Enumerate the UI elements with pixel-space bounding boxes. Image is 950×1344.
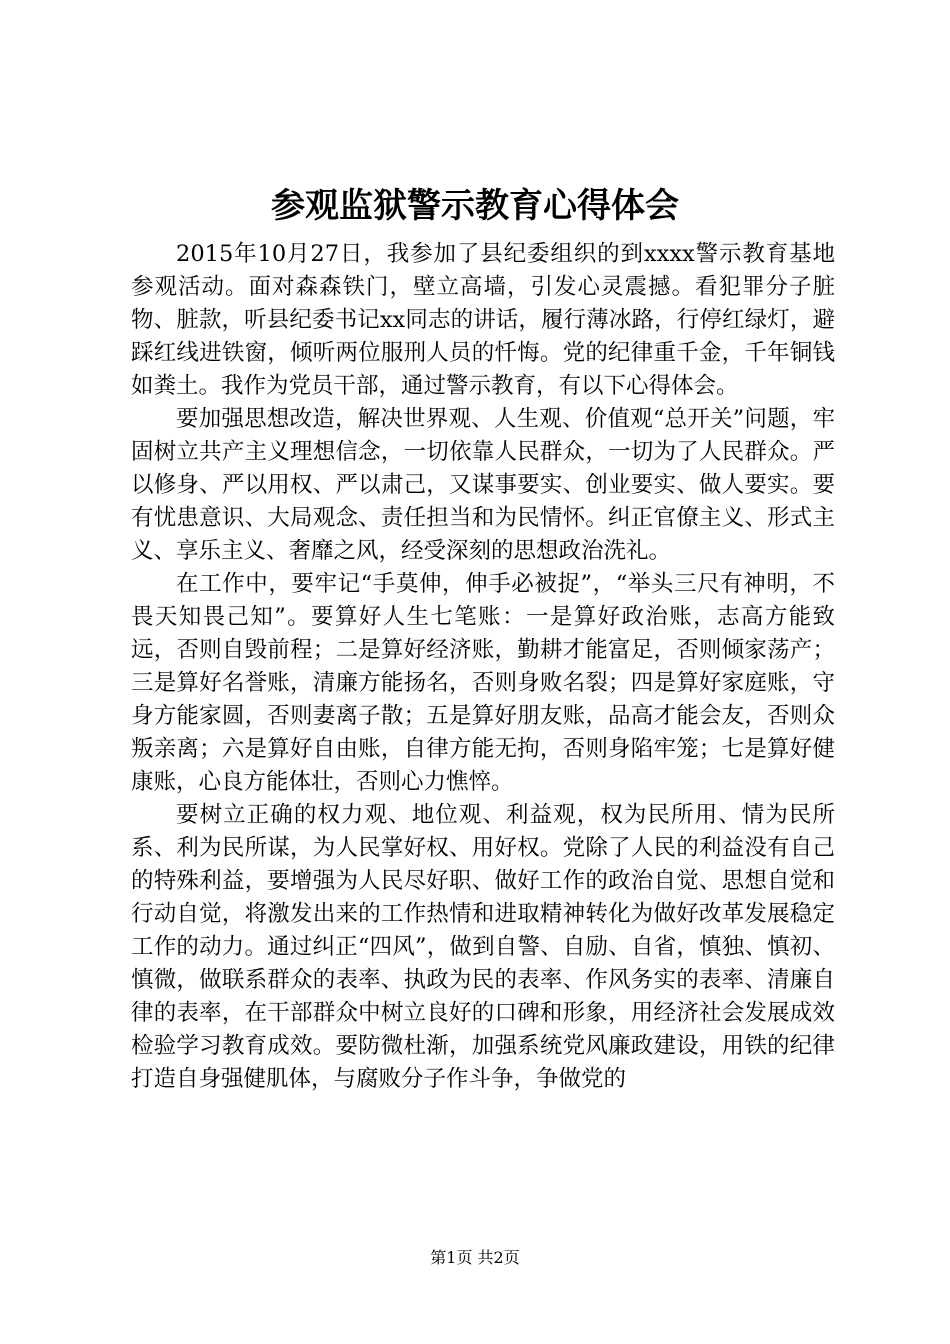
document-title: 参观监狱警示教育心得体会 bbox=[271, 186, 679, 226]
document-body bbox=[131, 238, 835, 1096]
paragraph-power-view: 要树立正确的权力观、地位观、利益观，权为民所用、情为民所系、利为民所谋，为人民掌好权、用好权。党除了人民的利益没有自己的特殊利益，要增强为人民尽好职、做好工作的政治自觉、思想自觉和行动自觉，将激发出来的工作热情和进取精神转化为做好改革发展稳定工作的动力。通过纠正“四风”，做到自警、自励、自省，慎独、慎初、慎微，做联系群众的表率、执政为民的表率、作风务实的表率、清廉自律的表率，在干部群众中树立良好的口碑和形象，用经济社会发展成效检验学习教育成效。要防微杜渐，加强系统党风廉政建设，用铁的纪律打造自身强健肌体，与腐败分子作斗争，争做党的 bbox=[131, 802, 835, 1092]
paragraph-intro: 2015年10月27日，我参加了县纪委组织的到xxxx警示教育基地参观活动。面对森森铁门，壁立高墙，引发心灵震撼。看犯罪分子脏物、脏款，听县纪委书记xx同志的讲话，履行薄冰路，行停红绿灯，避踩红线进铁窗，倾听两位服刑人员的忏悔。党的纪律重千金，千年铜钱如粪土。我作为党员干部，通过警示教育，有以下心得体会。 bbox=[131, 241, 835, 399]
paragraph-seven-accounts: 在工作中，要牢记“手莫伸，伸手必被捉”，“举头三尺有神明，不畏天知畏己知”。要算好人生七笔账：一是算好政治账，志高方能致远，否则自毁前程；二是算好经济账，勤耕才能富足，否则倾家荡产；三是算好名誉账，清廉方能扬名，否则身败名裂；四是算好家庭账，守身方能家圆，否则妻离子散；五是算好朋友账，品高才能会友，否则众叛亲离；六是算好自由账，自律方能无拘，否则身陷牢笼；七是算好健康账，心良方能体壮，否则心力憔悴。 bbox=[131, 571, 835, 795]
paragraph-thought-reform: 要加强思想改造，解决世界观、人生观、价值观“总开关”问题，牢固树立共产主义理想信念，一切依靠人民群众，一切为了人民群众。严以修身、严以用权、严以肃己，又谋事要实、创业要实、做人要实。要有忧患意识、大局观念、责任担当和为民情怀。纠正官僚主义、形式主义、享乐主义、奢靡之风，经受深刻的思想政治洗礼。 bbox=[131, 406, 835, 564]
page-number-footer: 第1页 共2页 bbox=[430, 1248, 520, 1267]
